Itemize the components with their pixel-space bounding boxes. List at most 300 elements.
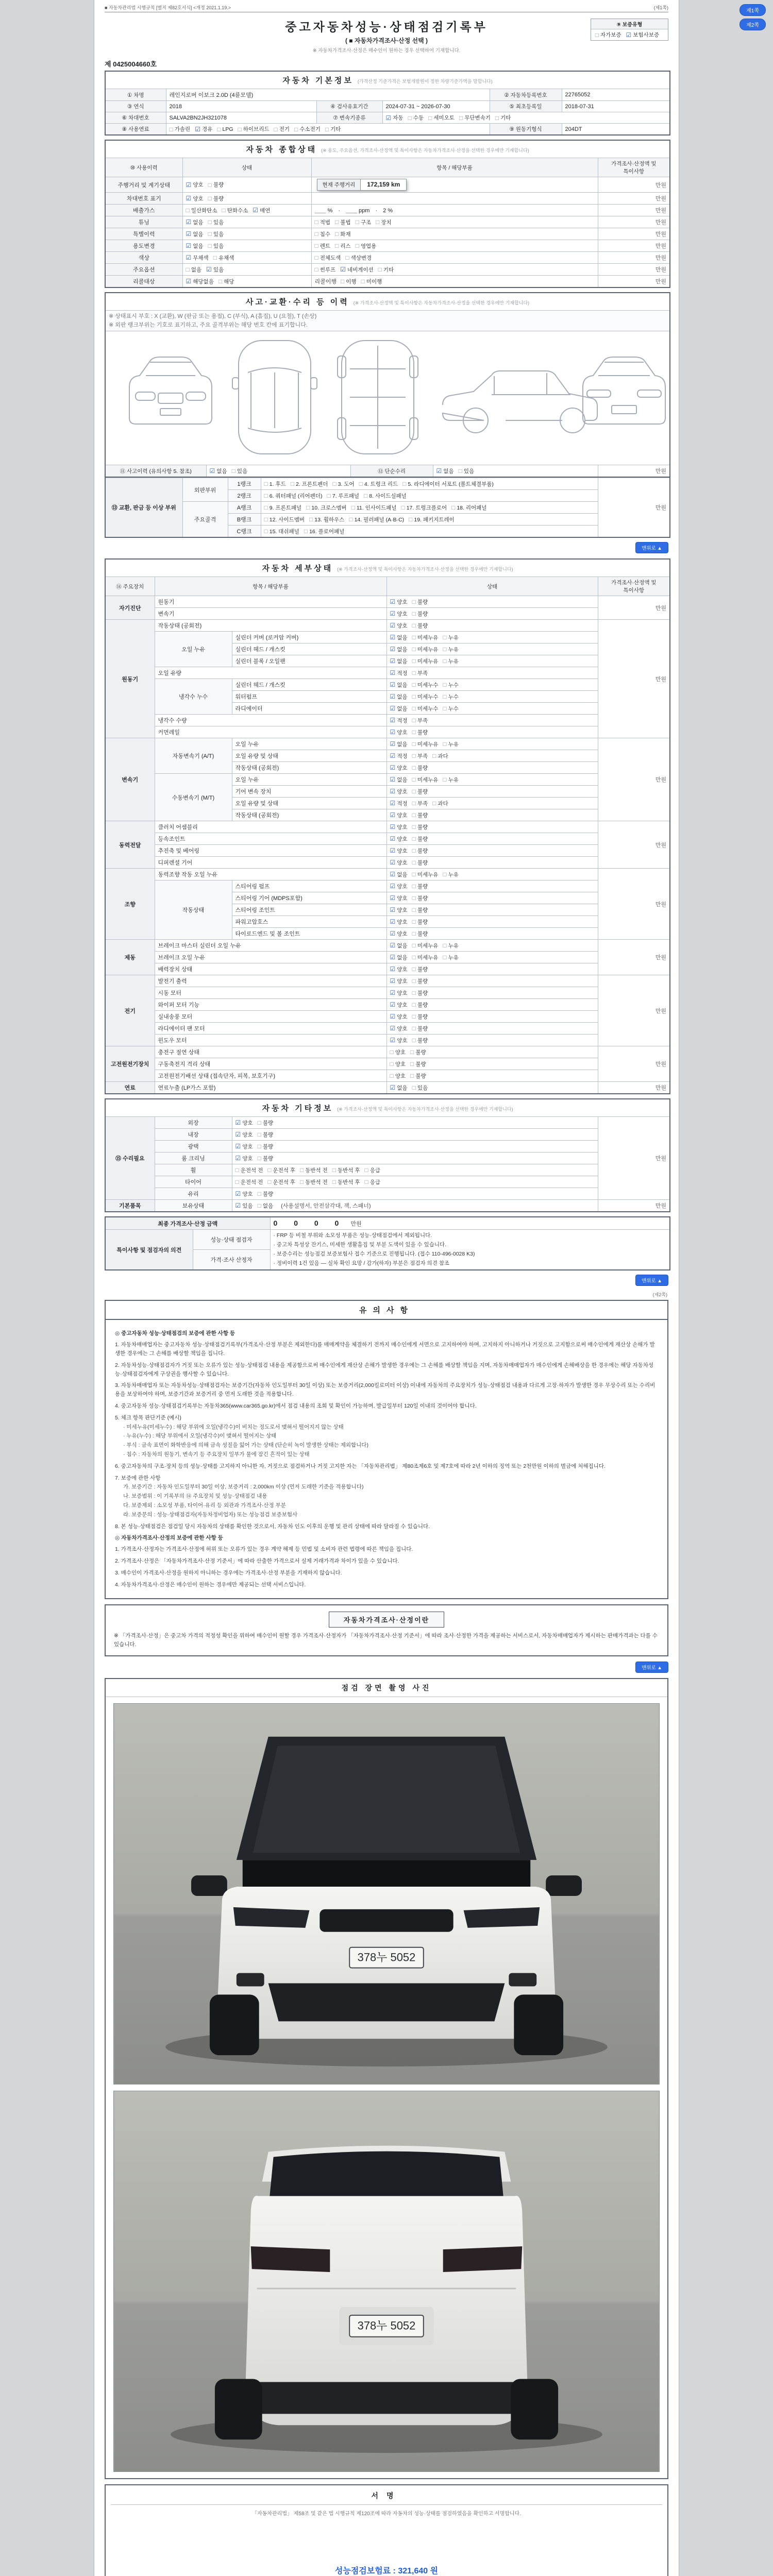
checkbox-label: 없음 (193, 219, 204, 226)
checkbox-option[interactable] (412, 610, 428, 618)
checkbox-option[interactable] (390, 965, 408, 973)
table-cell: 브레이크 오일 누유 (155, 952, 386, 963)
checkbox-option[interactable] (291, 480, 328, 488)
checkbox-option[interactable] (432, 752, 448, 760)
checkbox-option[interactable] (327, 492, 359, 500)
checkbox-label: 양호 (397, 1025, 408, 1032)
checkbox-option[interactable] (315, 266, 336, 274)
notice-subitem: · 부식 : 금속 표면이 화학반응에 의해 금속 성질을 잃어 가는 상태 (단순히 녹이 발생한 상태는 제외합니다) (123, 1442, 368, 1449)
checkbox-option[interactable] (386, 114, 404, 122)
checkbox-option[interactable] (390, 622, 408, 630)
checkbox-option[interactable] (306, 504, 346, 512)
checkbox-option[interactable] (186, 218, 204, 226)
checkbox-option[interactable] (443, 871, 459, 878)
checkbox-option[interactable] (335, 242, 351, 250)
checkbox-option[interactable] (186, 181, 204, 189)
checkbox-option[interactable] (401, 504, 447, 512)
checkbox-option[interactable] (390, 646, 408, 653)
page-badges (740, 4, 766, 30)
checkbox-option[interactable] (222, 207, 248, 214)
checked-checkbox-icon: ☑ (253, 207, 259, 214)
checkbox-option[interactable] (332, 1178, 360, 1186)
checkbox-option[interactable] (186, 254, 209, 262)
checkbox-option[interactable] (208, 218, 224, 226)
checkbox-option[interactable] (412, 1084, 428, 1092)
table-cell (386, 963, 598, 975)
checkbox-label: 불량 (417, 1013, 428, 1020)
table-cell (386, 987, 598, 999)
checkbox-option[interactable] (412, 657, 439, 665)
table-cell (386, 774, 598, 786)
checkbox-option[interactable] (390, 752, 408, 760)
checkbox-option[interactable] (335, 230, 351, 238)
checkbox-option[interactable] (208, 242, 224, 250)
checkbox-option[interactable] (236, 1155, 253, 1162)
checkbox-option[interactable] (390, 823, 408, 831)
unchecked-checkbox-icon: □ (363, 492, 368, 499)
checkbox-option[interactable] (170, 125, 191, 133)
checkbox-option[interactable] (432, 800, 448, 807)
checkbox-label: 부족 (417, 717, 428, 724)
checkbox-option[interactable] (409, 516, 455, 523)
checkbox-label: 자동 (393, 115, 404, 121)
checkbox-option[interactable] (309, 516, 344, 523)
checkbox-option[interactable] (264, 480, 286, 488)
row-label: 튜닝 (105, 216, 182, 228)
price-appraisal-info-button[interactable]: 자동차가격조사·산정이란 (329, 1612, 444, 1628)
car-diagram-cell (105, 331, 670, 465)
checkbox-option[interactable] (390, 634, 408, 641)
checkbox-option[interactable] (390, 1048, 406, 1056)
checkbox-option[interactable] (412, 859, 428, 867)
checkbox-label: 양호 (397, 729, 408, 736)
checkbox-option[interactable] (412, 705, 439, 713)
checkbox-option[interactable] (428, 114, 455, 122)
checkbox-option[interactable] (390, 883, 408, 890)
checkbox-option[interactable] (390, 669, 408, 677)
checkbox-option[interactable] (443, 693, 459, 701)
checkbox-option[interactable] (412, 965, 428, 973)
unchecked-checkbox-icon: □ (213, 254, 217, 261)
table-cell (386, 940, 598, 952)
checked-checkbox-icon: ☑ (390, 800, 396, 807)
checkbox-option[interactable] (412, 823, 428, 831)
checkbox-option[interactable] (412, 622, 428, 630)
checkbox-option[interactable] (315, 242, 331, 250)
unchecked-checkbox-icon: □ (304, 528, 308, 535)
checkbox-label: 불량 (417, 895, 428, 902)
checkbox-option[interactable] (258, 1143, 274, 1150)
checkbox-option[interactable] (390, 598, 408, 606)
checkbox-option[interactable] (412, 977, 428, 985)
checkbox-option[interactable] (210, 467, 227, 475)
checkbox-option[interactable] (390, 740, 408, 748)
unchecked-checkbox-icon: □ (257, 1131, 261, 1138)
checkbox-option[interactable] (412, 752, 428, 760)
checkbox-option[interactable] (264, 492, 323, 500)
checkbox-option[interactable] (258, 1155, 274, 1162)
checked-checkbox-icon: ☑ (390, 954, 396, 961)
checkbox-option[interactable] (412, 788, 428, 795)
checkbox-option[interactable] (412, 1025, 428, 1032)
table-cell (182, 252, 311, 264)
checkbox-option[interactable] (390, 1037, 408, 1044)
checkbox-option[interactable] (300, 1178, 328, 1186)
checkbox-option[interactable] (359, 480, 398, 488)
checkbox-option[interactable] (195, 125, 212, 133)
notice-item: 4. 자동차가격조사·산정은 매수인이 원하는 경우에만 제공되는 선택 서비스입니다. (115, 1581, 306, 1588)
checkbox-option[interactable] (356, 218, 372, 226)
unchecked-checkbox-icon: □ (335, 242, 339, 249)
checkbox-option[interactable] (274, 125, 290, 133)
checkbox-option[interactable] (219, 278, 234, 285)
checkbox-label: 미세누유 (417, 634, 439, 641)
back-to-top-link[interactable]: 맨위로 ▲ (635, 542, 668, 553)
table-row (105, 240, 670, 252)
checkbox-label: 11. 인사이드패널 (356, 504, 397, 511)
checkbox-option[interactable] (443, 740, 459, 748)
checkbox-label: 불량 (417, 930, 428, 937)
table-cell (386, 916, 598, 928)
checkbox-option[interactable] (236, 1178, 263, 1186)
table-cell: 배력장치 상태 (155, 963, 386, 975)
checkbox-option[interactable] (412, 634, 439, 641)
checked-checkbox-icon: ☑ (390, 894, 396, 902)
unchecked-checkbox-icon: □ (412, 835, 416, 842)
checkbox-option[interactable] (412, 1037, 428, 1044)
section-label: 조향 (105, 869, 155, 940)
inspection-valid-value: 2024-07-31 ~ 2026-07-30 (382, 101, 490, 112)
checkbox-option[interactable] (267, 1166, 295, 1174)
checkbox-option[interactable] (390, 1060, 406, 1068)
checkbox-label: 과다 (438, 753, 448, 759)
checkbox-option[interactable] (412, 894, 428, 902)
checkbox-option[interactable] (410, 1072, 426, 1080)
checkbox-label: 9. 프론트패널 (269, 504, 302, 511)
checkbox-option[interactable] (258, 1119, 274, 1127)
table-cell: 보유상태 (155, 1200, 232, 1212)
checkbox-option[interactable] (412, 800, 428, 807)
unchecked-checkbox-icon: □ (341, 278, 345, 285)
table-cell (182, 264, 311, 276)
checkbox-option[interactable] (365, 1178, 381, 1186)
checkbox-option[interactable] (208, 181, 224, 189)
table-cell: 냉각수 누수 (155, 679, 232, 715)
checkbox-option[interactable] (213, 254, 234, 262)
checkbox-option[interactable] (341, 278, 357, 285)
page-1-button[interactable]: 제1쪽 (740, 4, 766, 16)
page-2-button[interactable]: 제2쪽 (740, 19, 766, 30)
checkbox-option[interactable] (412, 871, 439, 878)
checkbox-option[interactable] (186, 278, 214, 285)
table-row (105, 774, 670, 786)
checkbox-option[interactable] (315, 218, 331, 226)
checkbox-option[interactable] (412, 681, 439, 689)
checkbox-option[interactable] (390, 776, 408, 784)
checkbox-option[interactable] (390, 871, 408, 878)
table-cell (386, 928, 598, 940)
checkbox-option[interactable] (186, 207, 217, 214)
checkbox-option[interactable] (410, 1060, 426, 1068)
checkbox-label: 적정 (397, 717, 408, 724)
checkbox-label: 불량 (417, 1002, 428, 1008)
checkbox-option[interactable] (186, 242, 204, 250)
checkbox-option[interactable] (186, 230, 204, 238)
checkbox-option[interactable] (340, 266, 373, 274)
checkbox-option[interactable] (390, 989, 408, 997)
checkbox-option[interactable] (361, 278, 382, 285)
checkbox-option[interactable] (390, 954, 408, 961)
section-title: 자동차 기본정보 (가격산정 기준가격은 보험개발원이 정한 차량기준가액을 말합니다) (105, 71, 670, 89)
checkbox-option[interactable] (390, 835, 408, 843)
checkbox-option[interactable] (390, 728, 408, 736)
checkbox-option[interactable] (376, 218, 392, 226)
checkbox-option[interactable] (390, 847, 408, 855)
checkbox-option[interactable] (390, 610, 408, 618)
checkbox-option[interactable] (253, 207, 270, 214)
checkbox-label: 침수 (320, 231, 331, 238)
checkbox-option[interactable] (345, 254, 372, 262)
checkbox-option[interactable] (495, 114, 511, 122)
checkbox-option[interactable] (412, 811, 428, 819)
checkbox-option[interactable] (412, 669, 428, 677)
checkbox-option[interactable] (186, 266, 202, 274)
checkbox-option[interactable] (315, 230, 331, 238)
checkbox-option[interactable] (390, 942, 408, 950)
unchecked-checkbox-icon: □ (359, 480, 363, 487)
checkbox-option[interactable] (208, 230, 224, 238)
checkbox-option[interactable] (390, 657, 408, 665)
checkbox-option[interactable] (390, 681, 408, 689)
table-row (105, 880, 670, 892)
table-cell (386, 632, 598, 643)
checkbox-option[interactable] (408, 114, 424, 122)
checkbox-option[interactable] (443, 954, 459, 961)
checkbox-option[interactable] (412, 918, 428, 926)
checkbox-option[interactable] (443, 776, 459, 784)
price-cell: 만원 (598, 821, 670, 869)
checkbox-option[interactable] (186, 195, 204, 202)
checkbox-option[interactable] (238, 125, 270, 133)
checkbox-option[interactable] (412, 883, 428, 890)
checkbox-option[interactable] (208, 195, 224, 202)
checkbox-label: 누유 (448, 871, 459, 878)
wheel (514, 1994, 563, 2055)
unchecked-checkbox-icon: □ (390, 1060, 394, 1067)
unchecked-checkbox-icon: □ (443, 954, 447, 961)
checkbox-option[interactable] (390, 906, 408, 914)
checkbox-option[interactable] (332, 480, 354, 488)
back-to-top-link[interactable]: 맨위로 ▲ (635, 1275, 668, 1286)
checkbox-option[interactable] (390, 788, 408, 795)
checkbox-option[interactable] (356, 242, 377, 250)
checkbox-option[interactable] (390, 859, 408, 867)
checkbox-label: 동반석 후 (338, 1167, 360, 1174)
side-mirror (191, 1875, 227, 1896)
checkbox-label: 미세누유 (417, 954, 439, 961)
checkbox-option[interactable] (451, 504, 486, 512)
checkbox-option[interactable] (412, 740, 439, 748)
table-cell (232, 1164, 598, 1176)
checkbox-option[interactable] (443, 646, 459, 653)
checkbox-label: 누수 (448, 705, 459, 712)
checkbox-option[interactable] (236, 1190, 253, 1198)
back-to-top-link[interactable]: 맨위로 ▲ (635, 1662, 668, 1673)
notice-subitem: · 누유(누수) : 해당 부위에서 오일(냉각수)이 맺혀서 떨어지는 상태 (123, 1433, 277, 1439)
checkbox-option[interactable] (390, 811, 408, 819)
checkbox-option[interactable] (390, 717, 408, 724)
checkbox-option[interactable] (264, 516, 305, 523)
checkbox-label: 양호 (242, 1155, 253, 1162)
checkbox-option[interactable] (390, 930, 408, 938)
checkbox-option[interactable] (412, 776, 439, 784)
checkbox-option[interactable] (232, 467, 248, 475)
checkbox-option[interactable] (258, 1202, 274, 1210)
checkbox-label: 있음 (237, 468, 248, 474)
checkbox-option[interactable] (412, 930, 428, 938)
table-row (105, 975, 670, 987)
checkbox-option[interactable] (390, 894, 408, 902)
checkbox-option[interactable] (412, 598, 428, 606)
table-cell: 1랭크 (228, 478, 261, 490)
checkbox-option[interactable] (595, 31, 621, 39)
table-cell: 추진축 및 베어링 (155, 845, 386, 857)
checkbox-option[interactable] (412, 942, 439, 950)
checkbox-option[interactable] (412, 764, 428, 772)
checkbox-option[interactable] (390, 1072, 406, 1080)
checkbox-option[interactable] (412, 728, 428, 736)
checkbox-option[interactable] (412, 835, 428, 843)
checkbox-option[interactable] (402, 480, 494, 488)
checked-checkbox-icon: ☑ (390, 764, 396, 771)
unchecked-checkbox-icon: □ (218, 278, 223, 285)
checkbox-option[interactable] (410, 1048, 426, 1056)
checkbox-option[interactable] (258, 1190, 274, 1198)
table-cell: 오일 유량 및 상태 (232, 798, 386, 809)
table-row (105, 89, 670, 101)
checkbox-label: 유채색 (218, 255, 234, 261)
checkbox-option[interactable] (459, 114, 491, 122)
price-cell: 만원 (598, 264, 670, 276)
checkbox-option[interactable] (412, 717, 428, 724)
notice-item: · 중고차 특성상 잔기스, 미세한 생활흠집 및 부분 도색이 있을 수 있습니다. (273, 1241, 447, 1248)
table-cell (261, 490, 598, 502)
checkbox-option[interactable] (264, 528, 299, 535)
checked-checkbox-icon: ☑ (390, 681, 396, 688)
checkbox-option[interactable] (264, 504, 302, 512)
checkbox-option[interactable] (436, 467, 454, 475)
checkbox-option[interactable] (378, 266, 394, 274)
checkbox-option[interactable] (315, 254, 341, 262)
section-label: 고전원전기장치 (105, 1046, 155, 1082)
checkbox-option[interactable] (236, 1119, 253, 1127)
unchecked-checkbox-icon: □ (355, 242, 359, 249)
table-cell: 타이어 (155, 1176, 232, 1188)
checkbox-option[interactable] (325, 125, 341, 133)
checkbox-option[interactable] (390, 800, 408, 807)
price-cell: 만원 (598, 240, 670, 252)
checkbox-option[interactable] (304, 528, 344, 535)
checkbox-option[interactable] (236, 1143, 253, 1150)
checkbox-option[interactable] (390, 918, 408, 926)
inspection-photos-title: 점검 장면 촬영 사진 (106, 1679, 667, 1697)
section-title: 자동차 종합상태 (※ 용도, 주요옵션, 가격조사·산정액 및 특이사항은 자동차가격조사·산정을 선택한 경우에만 기재합니다) (105, 140, 670, 158)
checkbox-option[interactable] (390, 1084, 408, 1092)
checkbox-option[interactable] (443, 705, 459, 713)
checkbox-option[interactable] (412, 646, 439, 653)
checkbox-option[interactable] (412, 847, 428, 855)
checkbox-option[interactable] (412, 1013, 428, 1021)
unchecked-checkbox-icon: □ (412, 871, 416, 878)
checkbox-option[interactable] (294, 125, 321, 133)
checkbox-option[interactable] (443, 657, 459, 665)
checkbox-option[interactable] (390, 705, 408, 713)
unchecked-checkbox-icon: □ (300, 1166, 304, 1174)
checkbox-option[interactable] (217, 126, 233, 132)
checkbox-option[interactable] (390, 693, 408, 701)
checkbox-option[interactable] (390, 1025, 408, 1032)
checkbox-option[interactable] (365, 1166, 381, 1174)
checkbox-option[interactable] (412, 989, 428, 997)
checkbox-option[interactable] (412, 1001, 428, 1009)
car-diagram-rear (583, 357, 665, 424)
table-cell: 오일 누유 (232, 738, 386, 750)
checkbox-label: 누유 (448, 776, 459, 783)
checkbox-label: 수소전기 (299, 126, 321, 132)
checkbox-option[interactable] (258, 1131, 274, 1139)
checkbox-option[interactable] (351, 504, 397, 512)
table-cell (386, 798, 598, 809)
checkbox-option[interactable] (364, 492, 407, 500)
checkbox-option[interactable] (267, 1178, 295, 1186)
checkbox-option[interactable] (443, 681, 459, 689)
checkbox-option[interactable] (412, 693, 439, 701)
checkbox-option[interactable] (236, 1131, 253, 1139)
unchecked-checkbox-icon: □ (186, 266, 190, 273)
checkbox-option[interactable] (412, 906, 428, 914)
checkbox-option[interactable] (206, 266, 224, 274)
checkbox-option[interactable] (236, 1202, 253, 1210)
checkbox-option[interactable] (390, 1001, 408, 1009)
unchecked-checkbox-icon: □ (443, 705, 447, 712)
form-reference: ■ 자동차관리법 시행규칙 [별지 제82호서식] <개정 2021.1.19.> (105, 5, 231, 10)
checkbox-option[interactable] (390, 764, 408, 772)
checkbox-label: 미이행 (366, 278, 382, 285)
checkbox-option[interactable] (236, 1166, 263, 1174)
checkbox-option[interactable] (335, 218, 351, 226)
checkbox-option[interactable] (459, 467, 475, 475)
checked-checkbox-icon: ☑ (390, 598, 396, 605)
checkbox-option[interactable] (412, 954, 439, 961)
checkbox-option[interactable] (443, 942, 459, 950)
checkbox-option[interactable] (300, 1166, 328, 1174)
unchecked-checkbox-icon: □ (412, 705, 416, 712)
checkbox-option[interactable] (443, 634, 459, 641)
checkbox-option[interactable] (332, 1166, 360, 1174)
checkbox-label: 양호 (397, 611, 408, 617)
car-diagram-front (129, 357, 212, 424)
checkbox-option[interactable] (626, 31, 659, 39)
unchecked-checkbox-icon: □ (412, 1037, 416, 1044)
checkbox-label: 누유 (448, 646, 459, 653)
checkbox-option[interactable] (349, 516, 404, 523)
checkbox-option[interactable] (390, 1013, 408, 1021)
unchecked-checkbox-icon: □ (412, 669, 416, 676)
checkbox-label: 있음 (213, 243, 224, 249)
checkbox-option[interactable] (390, 977, 408, 985)
price-cell: 만원 (598, 1200, 670, 1212)
notice-subitem: 라. 보증문의 : 성능·상태점검자(자동차정비업자) 또는 성능점검 보증보험사 (123, 1511, 298, 1518)
